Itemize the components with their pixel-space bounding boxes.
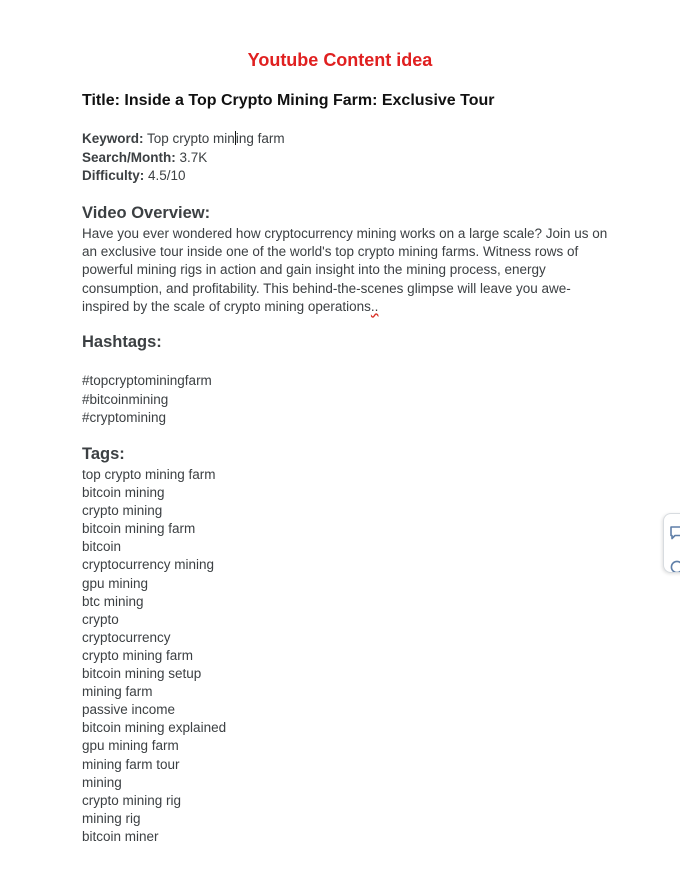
tag-item: mining <box>82 774 122 790</box>
tag-item: top crypto mining farm <box>82 467 216 482</box>
tag-item: crypto <box>82 611 119 627</box>
hashtags-list <box>82 372 212 428</box>
search-month-value: 3.7K <box>179 149 208 165</box>
spellcheck-mark[interactable]: .. <box>370 298 379 314</box>
tag-item: bitcoin mining explained <box>82 720 227 736</box>
search-month-label: Search/Month: <box>82 149 176 165</box>
difficulty-label: Difficulty: <box>82 168 145 183</box>
tag-item: mining rig <box>82 810 141 826</box>
keyword-label: Keyword: <box>82 131 144 146</box>
tag-item: crypto mining farm <box>82 647 194 663</box>
video-overview-text: Have you ever wondered how cryptocurrency mining works on a large scale? Join us on an exclusive tour inside one of the world's top crypto mining farms. Witness rows of powerful mining rigs in action and gain insight into the mining process, energy consumption, and profitability. This behind-the-scenes glimpse will leave you awe-inspired by the scale of crypto mining operations.. <box>82 226 608 314</box>
tag-item: bitcoin miner <box>82 828 159 844</box>
hashtag-item: #cryptomining <box>82 410 167 425</box>
comment-icon[interactable] <box>670 526 680 540</box>
difficulty-value: 4.5/10 <box>148 168 186 183</box>
tag-item: btc mining <box>82 593 144 609</box>
keyword-value[interactable]: Top crypto mining farm <box>147 131 285 146</box>
document-heading: Youtube Content idea <box>247 50 433 70</box>
hashtag-item: #topcryptominingfarm <box>82 373 212 388</box>
video-overview-heading: Video Overview: <box>82 204 211 222</box>
tag-item: gpu mining farm <box>82 738 179 754</box>
tag-item: gpu mining <box>82 575 149 591</box>
tag-item: cryptocurrency mining <box>82 557 215 573</box>
tag-item: mining farm tour <box>82 756 180 772</box>
tag-item: passive income <box>82 702 176 718</box>
video-title: Title: Inside a Top Crypto Mining Farm: Exclusive Tour <box>82 92 495 109</box>
tags-list <box>82 466 226 846</box>
keyword-metadata <box>82 130 285 186</box>
tag-item: bitcoin mining farm <box>82 521 196 537</box>
difficulty-row <box>82 167 285 186</box>
keyword-row <box>82 130 285 149</box>
side-comment-widget[interactable] <box>663 513 680 573</box>
hashtag-item: #bitcoinmining <box>82 391 169 407</box>
tag-item: crypto mining rig <box>82 792 182 808</box>
tag-item: cryptocurrency <box>82 629 171 645</box>
tags-heading: Tags: <box>82 445 125 463</box>
tag-item: crypto mining <box>82 503 163 519</box>
tag-item: mining farm <box>82 684 153 700</box>
search-month-row <box>82 149 285 168</box>
tag-item: bitcoin mining <box>82 485 165 501</box>
emoji-icon[interactable] <box>670 560 680 573</box>
tag-item: bitcoin mining setup <box>82 666 202 682</box>
tag-item: bitcoin <box>82 539 122 555</box>
hashtags-heading: Hashtags: <box>82 333 162 351</box>
